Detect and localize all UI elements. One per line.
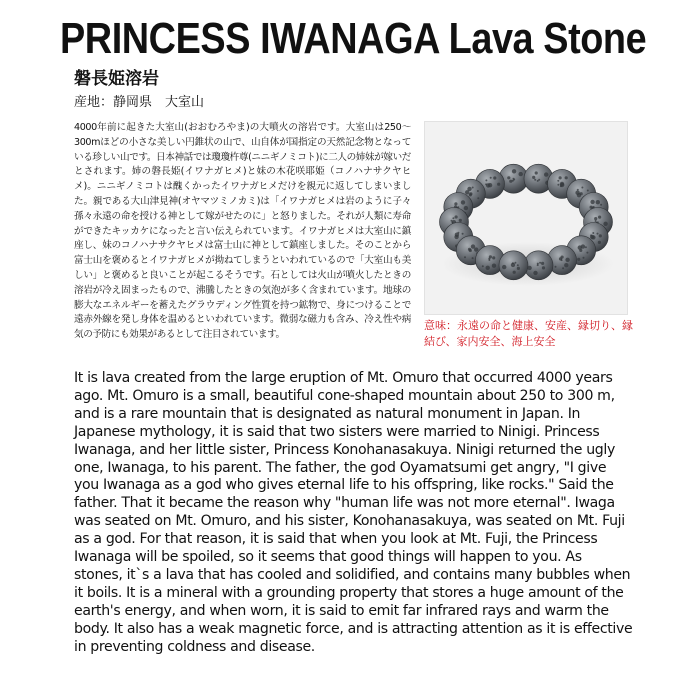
origin-label: 産地：静岡県 大室山: [74, 95, 205, 110]
product-title: PRINCESS IWANAGA Lava Stone: [60, 14, 647, 63]
japanese-description: 4000年前に起きた大室山(おおむろやま)の大噴火の溶岩です。大室山は250～300mほどの小さな美しい円錐状の山で、山自体が国指定の天然記念物となっている珍しい山です。日本神話では瓊瓊杵尊(ニニギノミコト)に二人の姉妹が嫁いだとされます。姉の磐長姫(イワナガヒメ)と妹の木花咲耶姫（コノハナサクヤヒメ)。ニニギノミコトは醜くかったイワナガヒメだけを親元に返してしまいました。親である大山津見神(オヤマツミノカミ)は「イワナガヒメは岩のように子々孫々永遠の命を授ける神として嫁がせたのに」と怒りました。それが人類に寿命ができたキッカケになったと言い伝えられています。イワナガヒメは大室山に鎮座し、妹のコノハナサクヤヒメは富士山に神として鎮座しました。そのことから富士山を褒めるとイワナガヒメが拗ねてしまうといわれているので「大室山も美しい」と褒めると良いことが起こるそうです。石としては火山が噴火したときの溶岩が冷え固まったもので、沸騰したときの気泡が多く含まれています。地球の膨大なエネルギーを蓄えたグラウディング性質を持つ鉱物で、身につけることで遠赤外線を発し身体を温めるといわれています。微弱な磁力も含み、冷え性や病気の予防にも効果があるとして注目されています。: [74, 122, 411, 341]
lava-bead: [499, 251, 528, 280]
english-description: It is lava created from the large eruption of Mt. Omuro that occurred 4000 years ago. Mt. Omuro is a small, beautiful cone-shaped mountain about 250 to 300 m, and is a rare mountain that is designated as natural monument in Japan. In Japanese mythology, it is said that two sisters were married to Ninigi. Princess Iwanaga, and her little sister, Princess Konohanasakuya. Ninigi returned the ugly one, Iwanaga, to his parent. The father, the god Oyamatsumi get angry, "I give you Iwanaga as a god who gives eternal life to his offspring, like rocks." Said the father. That it became the reason why "human life was not more eternal". Iwaga was seated on Mt. Omuro, and his sister, Konohanasakuya, was seated on Mt. Fuji as a god. For that reason, it is said that when you look at Mt. Fuji, the Princess Iwanaga will be spoiled, so it seems that good things will happen to you. As stones, it`s a lava that has cooled and solidified, and contains many bubbles when it boils. It is a mineral with a grounding property that stores a huge amount of the earth's energy, and when worn, it is said to emit far infrared rays and warm the body. It also has a weak magnetic force, and is attracting attention as it is effective in preventing coldness and disease.: [74, 370, 633, 655]
lava-bead: [524, 251, 553, 280]
meaning-text: 意味：永遠の命と健康、安産、縁切り、縁結び、家内安全、海上安全: [424, 319, 633, 348]
bracelet-beads: [440, 164, 613, 280]
japanese-product-name: 磐長姫溶岩: [74, 69, 159, 89]
lava-bead-bracelet-image: [425, 122, 627, 314]
bracelet-photo: [424, 121, 628, 315]
